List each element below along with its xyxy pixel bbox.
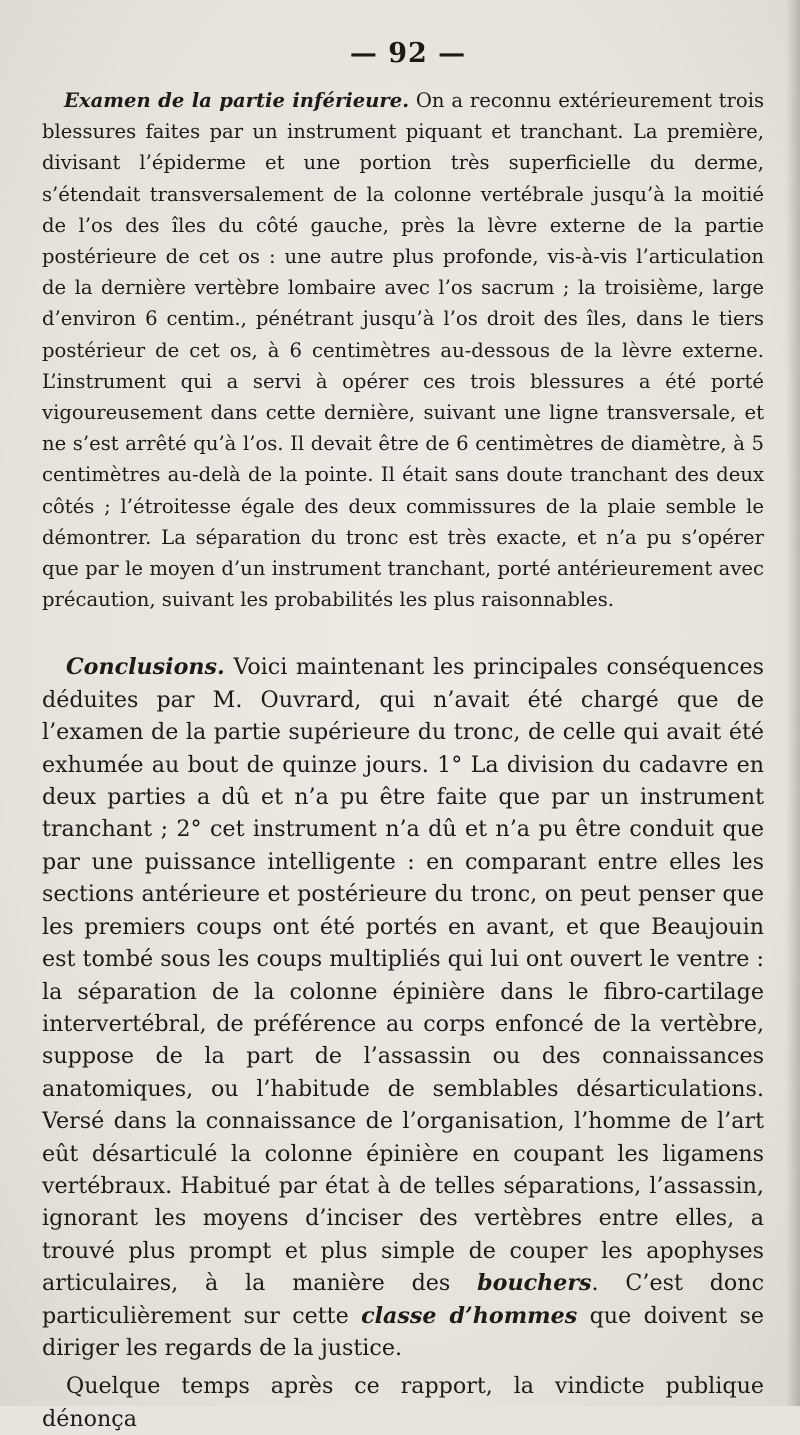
paragraph-conclusions-text-a: Voici maintenant les principales conséquences déduites par M. Ouvrard, qui n’avait été chargé que de l’examen de la partie supérieure du tronc, de celle qui avait été exhumée au bout de quinze jours. 1° La division du cadavre en deux parties a dû et n’a pu être faite que par un instrument tranchant ; 2° cet instrument n’a dû et n’a pu être conduit que par une puissance intelligente : en comparant entre elles les sections antérieure et postérieure du tronc, on peut penser que les premiers coups ont été portés en avant, et que Beaujouin est tombé sous les coups multipliés qui lui ont ouvert le ventre : la séparation de la colonne épinière dans le fibro-cartilage intervertébral, de préférence au corps enfoncé de la vertèbre, suppose de la part de l’assassin ou des connaissances anatomiques, ou l’habitude de semblables désarticulations. Versé dans la connaissance de l’organisation, l’homme de l’art eût désarticulé la colonne épinière en coupant les ligamens vertébraux. Habitué par état à de telles séparations, l’assassin, ignorant les moyens d’inciser des vertèbres entre elles, a trouvé plus prompt et plus simple de couper les apophyses articulaires, à la manière des [42, 654, 764, 1297]
emphasis-bouchers: bouchers [477, 1270, 592, 1297]
paragraph-examen-text: On a reconnu extérieurement trois blessures faites par un instrument piquant et tranchant. La première, divisant l’épiderme et une portion très superficielle du derme, s’étendait transversalement de la colonne vertébrale jusqu’à la moitié de l’os des îles du côté gauche, près la lèvre externe de la partie postérieure de cet os : une autre plus profonde, vis-à-vis l’articulation de la dernière vertèbre lombaire avec l’os sacrum ; la troisième, large d’environ 6 centim., pénétrant jusqu’à l’os droit des îles, dans le tiers postérieur de cet os, à 6 centimètres au-dessous de la lèvre externe. L’instrument qui a servi à opérer ces trois blessures a été porté vigoureusement dans cette dernière, suivant une ligne transversale, et ne s’est arrêté qu’à l’os. Il devait être de 6 centimètres de diamètre, à 5 centimètres au-delà de la pointe. Il était sans doute tranchant des deux côtés ; l’étroitesse égale des deux commissures de la plaie semble le démontrer. La séparation du tronc est très exacte, et n’a pu s’opérer que par le moyen d’un instrument tranchant, porté antérieurement avec précaution, suivant les probabilités les plus raisonnables. [42, 89, 765, 612]
section-heading-examen: Examen de la partie inférieure. [64, 89, 410, 112]
page-edge-shadow [786, 0, 800, 1406]
page-number: — 92 — [349, 38, 467, 69]
paragraph-conclusions-text-c: que doivent se diriger les regards de la justice. [42, 1302, 764, 1361]
paragraph-examen [42, 85, 764, 615]
paragraph-final: Quelque temps après ce rapport, la vindicte publique dénonça [42, 1373, 764, 1432]
section-heading-conclusions: Conclusions. [66, 654, 225, 681]
paragraph-conclusions-text-b: . C’est donc particulièrement sur cette [42, 1270, 764, 1329]
paragraph-conclusions [42, 651, 764, 1364]
emphasis-classe-hommes: classe d’hommes [361, 1302, 578, 1329]
